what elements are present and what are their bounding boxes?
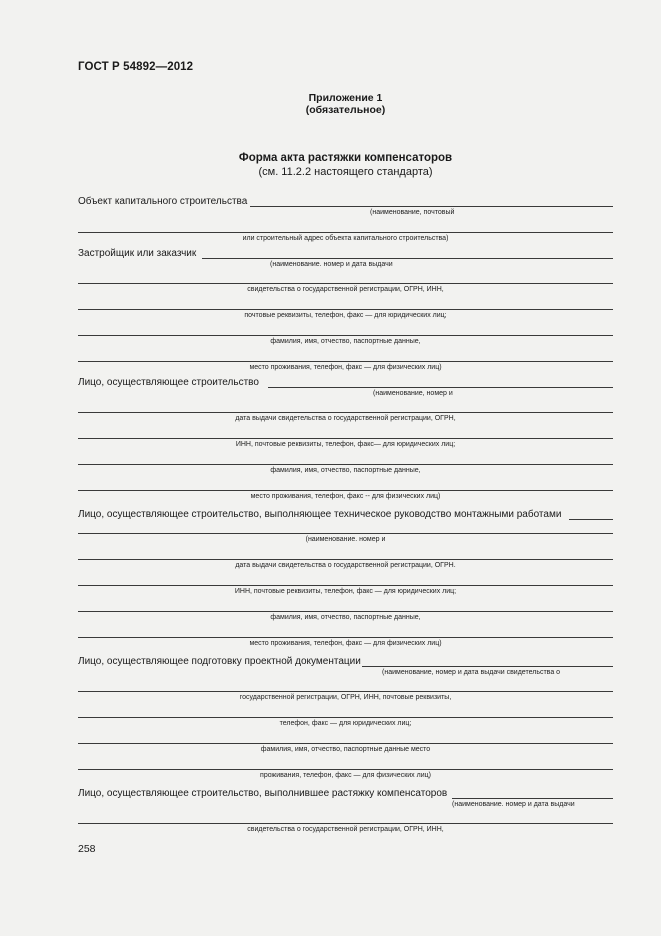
input-line[interactable]	[78, 611, 613, 612]
input-line[interactable]	[78, 585, 613, 586]
caption: место проживания, телефон, факс — для физических лиц)	[249, 640, 442, 647]
caption: дата выдачи свидетельства о государственной регистрации, ОГРН,	[235, 415, 456, 422]
input-line[interactable]	[78, 559, 613, 560]
field-label-stretcher: Лицо, осуществляющее строительство, выполнившее растяжку компенсаторов	[78, 788, 448, 799]
caption: свидетельства о государственной регистрации, ОГРН, ИНН,	[247, 286, 444, 293]
input-line[interactable]	[78, 361, 613, 362]
input-line[interactable]	[78, 490, 613, 491]
caption: фамилия, имя, отчество, паспортные данные,	[270, 467, 421, 474]
field-label-developer: Застройщик или заказчик	[78, 248, 197, 259]
caption: свидетельства о государственной регистрации, ОГРН, ИНН,	[247, 826, 444, 833]
input-line[interactable]	[78, 769, 613, 770]
standard-code: ГОСТ Р 54892—2012	[78, 61, 194, 73]
input-line[interactable]	[78, 717, 613, 718]
field-label-object: Объект капитального строительства	[78, 196, 248, 207]
input-line[interactable]	[78, 533, 613, 534]
caption: (наименование. номер и дата выдачи	[270, 261, 393, 268]
field-label-builder: Лицо, осуществляющее строительство	[78, 377, 259, 388]
input-line-object[interactable]	[250, 206, 613, 207]
caption: (наименование, почтовый	[370, 209, 455, 216]
caption: фамилия, имя, отчество, паспортные данные место	[260, 746, 431, 753]
caption: место проживания, телефон, факс -- для физических лиц)	[250, 493, 441, 500]
appendix-title: Приложение 1	[308, 92, 383, 104]
input-line[interactable]	[78, 637, 613, 638]
input-line-supervisor[interactable]	[569, 519, 613, 520]
caption: (наименование. номер и	[305, 536, 386, 543]
caption: дата выдачи свидетельства о государственной регистрации, ОГРН.	[235, 562, 456, 569]
input-line[interactable]	[78, 412, 613, 413]
caption: (наименование. номер и дата выдачи	[452, 801, 575, 808]
page-number: 258	[78, 843, 96, 855]
input-line[interactable]	[78, 691, 613, 692]
input-line[interactable]	[78, 232, 613, 233]
form-title: Форма акта растяжки компенсаторов	[238, 152, 453, 164]
caption: проживания, телефон, факс — для физических лиц)	[260, 772, 431, 779]
input-line[interactable]	[78, 283, 613, 284]
input-line[interactable]	[78, 335, 613, 336]
input-line[interactable]	[78, 464, 613, 465]
input-line-builder[interactable]	[268, 387, 613, 388]
form-subtitle: (см. 11.2.2 настоящего стандарта)	[258, 166, 433, 178]
input-line[interactable]	[78, 823, 613, 824]
appendix-note: (обязательное)	[305, 104, 386, 116]
caption: почтовые реквизиты, телефон, факс — для юридических лиц;	[244, 312, 447, 319]
input-line-stretcher[interactable]	[452, 798, 613, 799]
caption: или строительный адрес объекта капитального строительства)	[242, 235, 449, 242]
input-line[interactable]	[78, 309, 613, 310]
input-line[interactable]	[78, 438, 613, 439]
input-line[interactable]	[78, 743, 613, 744]
caption: фамилия, имя, отчество, паспортные данные,	[270, 338, 421, 345]
caption: (наименование, номер и	[373, 390, 453, 397]
input-line-designer[interactable]	[362, 666, 613, 667]
input-line-developer[interactable]	[202, 258, 613, 259]
caption: ИНН, почтовые реквизиты, телефон, факс — для юридических лиц;	[234, 588, 457, 595]
caption: (наименование, номер и дата выдачи свидетельства о	[382, 669, 561, 676]
caption: телефон, факс — для юридических лиц;	[279, 720, 412, 727]
field-label-supervisor: Лицо, осуществляющее строительство, выполняющее техническое руководство монтажными работами	[78, 509, 562, 520]
caption: фамилия, имя, отчество, паспортные данные,	[270, 614, 421, 621]
caption: ИНН, почтовые реквизиты, телефон, факс— для юридических лиц;	[235, 441, 456, 448]
field-label-designer: Лицо, осуществляющее подготовку проектной документации	[78, 656, 361, 667]
caption: государственной регистрации, ОГРН, ИНН, почтовые реквизиты,	[239, 694, 452, 701]
caption: место проживания, телефон, факс — для физических лиц)	[249, 364, 442, 371]
